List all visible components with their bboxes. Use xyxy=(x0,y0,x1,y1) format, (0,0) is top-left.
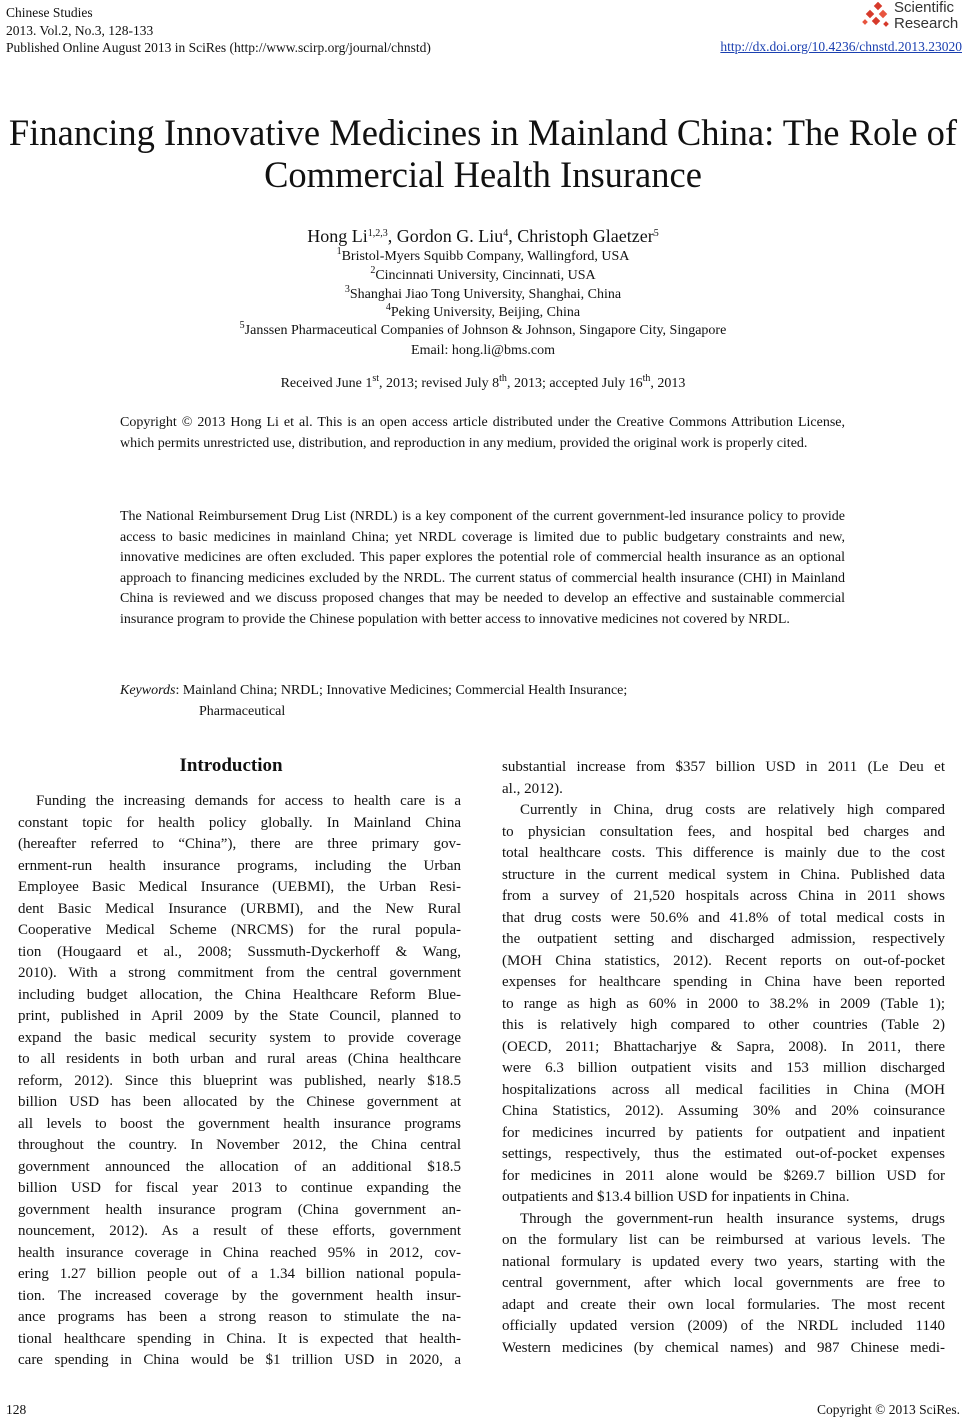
journal-volume: 2013. Vol.2, No.3, 128-133 xyxy=(6,22,154,38)
text-line: to range as high as 60% in 2000 to 38.2% in 2009 (Table 1); xyxy=(502,995,945,1012)
affiliation: $^3$Shanghai Jiao Tong University, Shanghai, China xyxy=(344,284,622,302)
text-line: reform, 2012). Since this blueprint was published, nearly $18.5 xyxy=(18,1072,461,1089)
publisher-logo xyxy=(862,0,962,36)
journal-name: Chinese Studies xyxy=(6,5,93,20)
text-line: this is relatively high compared to other countries (Table 2) xyxy=(502,1017,945,1033)
text-line: tion. The increased coverage by the government health insur- xyxy=(18,1287,461,1304)
page-number: 128 xyxy=(6,1402,27,1417)
text-line: tion (Hougaard et al., 2008; Sussmuth-Dyckerhoff & Wang, xyxy=(18,943,461,960)
paper-title: Financing Innovative Medicines in Mainland China: The Role of Commercial Health Insurance xyxy=(8,112,958,195)
text-line: billion USD for fiscal year 2013 to continue expanding the xyxy=(18,1180,461,1196)
keywords: Keywords: Mainland China; NRDL; Innovative Medicines; Commercial Health Insurance; Pharmaceutical xyxy=(120,683,628,719)
text-line: to all residents in both urban and rural areas (China healthcare xyxy=(18,1051,461,1067)
text-line: (OECD, 2011; Bhattacharjye & Sapra, 2008). In 2011, there xyxy=(502,1038,945,1055)
text-line: settings, respectively, thus the estimated out-of-pocket expenses xyxy=(502,1146,945,1162)
text-line: 2010). With a strong commitment from the central government xyxy=(18,965,461,981)
text-line: national formulary is updated every two years, starting with the xyxy=(502,1253,945,1270)
text-line: health insurance coverage in China reached 95% in 2012, cov- xyxy=(18,1244,461,1261)
text-line: tional healthcare spending in China. It is expected that health- xyxy=(18,1330,461,1347)
author-list: Hong Li$^{1,2,3}$, Gordon G. Liu$^4$, Christoph Glaetzer$^5$ xyxy=(307,226,659,246)
received-dates: Received June 1st, 2013; revised July 8th, 2013; accepted July 16th, 2013 xyxy=(280,373,686,391)
author-name: Gordon G. Liu xyxy=(396,226,504,246)
running-header xyxy=(6,4,431,57)
text-line: Currently in China, drug costs are relatively high compared xyxy=(520,802,945,818)
text-line: nouncement, 2012). As a result of these efforts, government xyxy=(18,1223,461,1239)
text-line: government announced the allocation of an additional $18.5 xyxy=(18,1158,461,1175)
text-line: substantial increase from $357 billion USD in 2011 (Le Deu et xyxy=(502,759,945,775)
text-line: expand the basic medical security system to provide coverage xyxy=(18,1029,461,1046)
publication-info: Published Online August 2013 in SciRes (http://www.scirp.org/journal/chnstd) xyxy=(6,40,431,55)
logo-wordmark: Scientific Research xyxy=(894,0,959,32)
text-line: from a survey of 21,520 hospitals across China in 2011 shows xyxy=(502,888,945,904)
text-line: outpatients and $13.4 billion USD for inpatients in China. xyxy=(502,1189,850,1205)
text-line: the outpatient setting and discharged admission, respectively xyxy=(502,931,945,947)
text-line: Western medicines (by chemical names) and 987 Chinese medi- xyxy=(502,1339,945,1356)
affiliation: $^5$Janssen Pharmaceutical Companies of Johnson & Johnson, Singapore City, Singapore xyxy=(239,320,727,338)
text-line: billion USD has been allocated by the Chinese government at xyxy=(18,1094,461,1110)
keywords-label: Keywords xyxy=(120,683,176,698)
text-line: including budget allocation, the China Healthcare Reform Blue- xyxy=(18,986,461,1003)
affiliation: $^4$Peking University, Beijing, China xyxy=(385,302,581,320)
text-line: Through the government-run health insurance systems, drugs xyxy=(520,1210,945,1227)
text-line: Employee Basic Medical Insurance (UEBMI), the Urban Resi- xyxy=(18,879,461,895)
text-line: expenses for healthcare spending in China have been reported xyxy=(502,974,945,990)
body-column-right xyxy=(502,757,945,1359)
text-line: all levels to boost the government health insurance programs xyxy=(18,1115,461,1132)
text-line: constant topic for health policy globally. In Mainland China xyxy=(18,814,461,831)
text-line: adapt and create their own local formularies. The most recent xyxy=(502,1296,945,1313)
text-line: Funding the increasing demands for access to health care is a xyxy=(36,793,461,809)
text-line: for medicines incurred by patients for outpatient and inpatient xyxy=(502,1124,945,1141)
text-line: for medicines in 2011 alone would be $269.7 billion USD for xyxy=(502,1167,945,1184)
text-line: dent Basic Medical Insurance (URBMI), and the New Rural xyxy=(18,900,461,917)
text-line: officially updated version (2009) of the NRDL included 1140 xyxy=(502,1318,945,1334)
scientific-research-logo-icon xyxy=(862,2,892,32)
text-line: hospitalizations across all medical facilities in China (MOH xyxy=(502,1081,945,1098)
text-line: al., 2012). xyxy=(502,780,563,797)
body-column-left xyxy=(18,791,461,1372)
author-name: Hong Li xyxy=(307,226,368,246)
section-heading: Introduction xyxy=(179,755,283,776)
author-email: Email: hong.li@bms.com xyxy=(411,343,555,358)
affiliation: $^2$Cincinnati University, Cincinnati, USA xyxy=(370,265,596,283)
copyright-notice: Copyright © 2013 Hong Li et al. This is an open access article distributed under the Creative Commons Attribution License, which permits unrestricted use, distribution, and reproduction in any medium, provided the original work is properly cited. xyxy=(120,415,845,451)
text-line: to physician consultation fees, and hospital bed charges and xyxy=(502,823,945,840)
text-line: government health insurance program (China government an- xyxy=(18,1201,461,1218)
text-line: throughout the country. In November 2012, the China central xyxy=(18,1137,461,1153)
text-line: print, published in April 2009 by the State Council, planned to xyxy=(18,1008,461,1024)
text-line: were 6.3 billion outpatient visits and 153 million discharged xyxy=(502,1060,945,1076)
affiliation: $^1$Bristol-Myers Squibb Company, Wallingford, USA xyxy=(336,246,630,264)
author-name: Christoph Glaetzer xyxy=(517,226,654,246)
text-line: ernment-run health insurance programs, including the Urban xyxy=(18,857,461,874)
doi-link[interactable]: http://dx.doi.org/10.4236/chnstd.2013.23020 xyxy=(720,39,962,54)
text-line: structure in the current medical system in China. Published data xyxy=(502,866,945,883)
text-line: care spending in China would be $1 trillion USD in 2020, a xyxy=(18,1352,461,1368)
text-line: (MOH China statistics, 2012). Recent reports on out-of-pocket xyxy=(502,952,945,969)
text-line: (hereafter referred to “China”), there are three primary gov- xyxy=(18,836,461,852)
text-line: China Statistics, 2012). Assuming 30% and 20% coinsurance xyxy=(502,1103,945,1119)
footer-copyright: Copyright © 2013 SciRes. xyxy=(816,1402,960,1417)
text-line: total healthcare costs. This difference is mainly due to the cost xyxy=(502,845,945,861)
text-line: ering 1.27 billion people out of a 1.34 billion national popula- xyxy=(18,1266,461,1282)
text-line: on the formulary list can be reimbursed at various levels. The xyxy=(502,1232,945,1248)
text-line: central government, after which local governments are free to xyxy=(502,1275,945,1291)
text-line: ance programs has been a strong reason to stimulate the na- xyxy=(18,1309,461,1325)
abstract: The National Reimbursement Drug List (NRDL) is a key component of the current government-led insurance policy to provide access to basic medicines in mainland China; yet NRDL coverage is limited due to public budgetary constraints and new, innovative medicines are often excluded. This paper explores the potential role of commercial health insurance as an optional approach to financing medicines excluded by the NRDL. The current status of commercial health insurance (CHI) in Mainland China is reviewed and we discuss proposed changes that may be needed to develop an effective and sustainable commercial insurance program to provide the Chinese population with better access to innovative medicines not covered by NRDL. xyxy=(120,509,845,627)
text-line: Cooperative Medical Scheme (NRCMS) for the rural popula- xyxy=(18,922,461,938)
text-line: that drug costs were 50.6% and 41.8% of total medical costs in xyxy=(502,909,945,926)
